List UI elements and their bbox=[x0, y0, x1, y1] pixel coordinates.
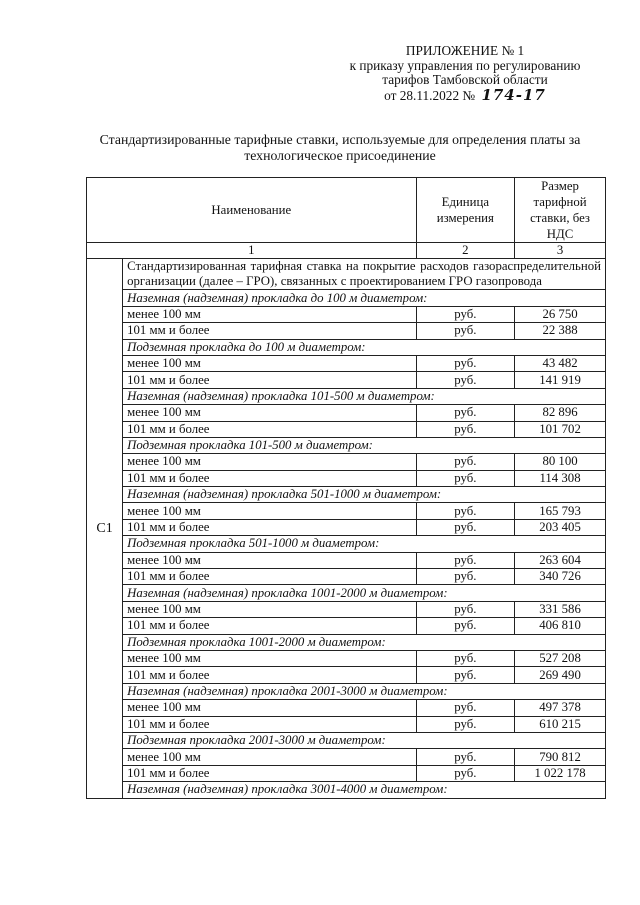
order-date: от 28.11.2022 № bbox=[384, 87, 476, 103]
row-rate: 80 100 bbox=[515, 454, 606, 470]
row-unit: руб. bbox=[416, 470, 515, 486]
table-row bbox=[87, 306, 606, 322]
tariff-table-body bbox=[87, 259, 606, 798]
row-name: 101 мм и более bbox=[123, 323, 416, 339]
section-title: Наземная (надземная) прокладка 3001-4000 м диаметром: bbox=[123, 782, 606, 798]
row-name: 101 мм и более bbox=[123, 716, 416, 732]
section-title: Наземная (надземная) прокладка 501-1000 м диаметром: bbox=[123, 487, 606, 503]
row-unit: руб. bbox=[416, 519, 515, 535]
table-row bbox=[87, 454, 606, 470]
section-title: Подземная прокладка 101-500 м диаметром: bbox=[123, 437, 606, 453]
row-unit: руб. bbox=[416, 323, 515, 339]
row-unit: руб. bbox=[416, 405, 515, 421]
row-unit: руб. bbox=[416, 749, 515, 765]
section-title: Наземная (надземная) прокладка 1001-2000 м диаметром: bbox=[123, 585, 606, 601]
row-rate: 141 919 bbox=[515, 372, 606, 388]
table-row bbox=[87, 503, 606, 519]
row-unit: руб. bbox=[416, 552, 515, 568]
row-name: 101 мм и более bbox=[123, 421, 416, 437]
order-reference-line-1: к приказу управления по регулированию bbox=[349, 57, 581, 73]
row-name: менее 100 мм bbox=[123, 700, 416, 716]
row-name: 101 мм и более bbox=[123, 519, 416, 535]
row-name: менее 100 мм bbox=[123, 355, 416, 371]
section-row bbox=[87, 536, 606, 552]
row-unit: руб. bbox=[416, 454, 515, 470]
row-unit: руб. bbox=[416, 618, 515, 634]
row-unit: руб. bbox=[416, 569, 515, 585]
tariff-code: С1 bbox=[87, 259, 123, 798]
section-row bbox=[87, 585, 606, 601]
row-name: менее 100 мм bbox=[123, 650, 416, 666]
row-rate: 269 490 bbox=[515, 667, 606, 683]
row-name: 101 мм и более bbox=[123, 765, 416, 781]
column-number-row bbox=[87, 243, 606, 259]
table-row bbox=[87, 601, 606, 617]
intro-row bbox=[87, 259, 606, 290]
row-rate: 406 810 bbox=[515, 618, 606, 634]
column-header-name: Наименование bbox=[87, 178, 417, 243]
row-unit: руб. bbox=[416, 306, 515, 322]
row-name: 101 мм и более bbox=[123, 667, 416, 683]
handwritten-order-number: 174-17 bbox=[481, 85, 546, 104]
section-row bbox=[87, 732, 606, 748]
section-row bbox=[87, 388, 606, 404]
table-row bbox=[87, 552, 606, 568]
table-row bbox=[87, 372, 606, 388]
table-row bbox=[87, 749, 606, 765]
table-row bbox=[87, 421, 606, 437]
row-unit: руб. bbox=[416, 421, 515, 437]
row-rate: 331 586 bbox=[515, 601, 606, 617]
row-rate: 22 388 bbox=[515, 323, 606, 339]
table-row bbox=[87, 405, 606, 421]
section-row bbox=[87, 683, 606, 699]
row-unit: руб. bbox=[416, 650, 515, 666]
document-title-line-2: технологическое присоединение bbox=[244, 148, 436, 163]
table-row bbox=[87, 700, 606, 716]
section-row bbox=[87, 634, 606, 650]
row-rate: 1 022 178 bbox=[515, 765, 606, 781]
row-unit: руб. bbox=[416, 765, 515, 781]
table-header-row bbox=[87, 178, 606, 243]
row-rate: 263 604 bbox=[515, 552, 606, 568]
column-header-unit: Единица измерения bbox=[416, 178, 515, 243]
row-rate: 26 750 bbox=[515, 306, 606, 322]
section-row bbox=[87, 339, 606, 355]
row-rate: 101 702 bbox=[515, 421, 606, 437]
section-row bbox=[87, 487, 606, 503]
document-title-line-1: Стандартизированные тарифные ставки, используемые для определения платы за bbox=[99, 132, 581, 147]
row-rate: 43 482 bbox=[515, 355, 606, 371]
row-unit: руб. bbox=[416, 700, 515, 716]
row-rate: 114 308 bbox=[515, 470, 606, 486]
row-rate: 497 378 bbox=[515, 700, 606, 716]
row-unit: руб. bbox=[416, 503, 515, 519]
table-row bbox=[87, 519, 606, 535]
table-row bbox=[87, 650, 606, 666]
order-date-line bbox=[330, 85, 600, 104]
section-title: Наземная (надземная) прокладка до 100 м диаметром: bbox=[123, 290, 606, 306]
row-name: 101 мм и более bbox=[123, 618, 416, 634]
table-row bbox=[87, 355, 606, 371]
row-rate: 340 726 bbox=[515, 569, 606, 585]
appendix-label: ПРИЛОЖЕНИЕ № 1 bbox=[405, 43, 525, 58]
section-title: Наземная (надземная) прокладка 101-500 м диаметром: bbox=[123, 388, 606, 404]
column-number-1: 1 bbox=[87, 243, 417, 259]
row-unit: руб. bbox=[416, 372, 515, 388]
row-rate: 790 812 bbox=[515, 749, 606, 765]
document-header bbox=[330, 44, 600, 103]
section-title: Подземная прокладка до 100 м диаметром: bbox=[123, 339, 606, 355]
row-name: менее 100 мм bbox=[123, 749, 416, 765]
table-row bbox=[87, 569, 606, 585]
order-reference-line-2: тарифов Тамбовской области bbox=[382, 72, 548, 87]
column-number-2: 2 bbox=[416, 243, 515, 259]
column-number-3: 3 bbox=[515, 243, 606, 259]
table-row bbox=[87, 716, 606, 732]
column-header-rate: Размер тарифной ставки, без НДС bbox=[515, 178, 606, 243]
intro-text: Стандартизированная тарифная ставка на покрытие расходов газораспределительной организации (далее – ГРО), связанных с проектированием ГРО газопровода bbox=[123, 259, 606, 290]
table-row bbox=[87, 470, 606, 486]
row-name: менее 100 мм bbox=[123, 552, 416, 568]
row-rate: 527 208 bbox=[515, 650, 606, 666]
row-name: менее 100 мм bbox=[123, 601, 416, 617]
document-title bbox=[60, 132, 620, 164]
row-rate: 610 215 bbox=[515, 716, 606, 732]
section-row bbox=[87, 437, 606, 453]
section-title: Подземная прокладка 1001-2000 м диаметром: bbox=[123, 634, 606, 650]
row-rate: 165 793 bbox=[515, 503, 606, 519]
row-unit: руб. bbox=[416, 355, 515, 371]
row-name: 101 мм и более bbox=[123, 569, 416, 585]
row-name: менее 100 мм bbox=[123, 405, 416, 421]
row-unit: руб. bbox=[416, 601, 515, 617]
section-title: Подземная прокладка 2001-3000 м диаметром: bbox=[123, 732, 606, 748]
row-name: 101 мм и более bbox=[123, 372, 416, 388]
row-name: менее 100 мм bbox=[123, 503, 416, 519]
table-row bbox=[87, 618, 606, 634]
section-row bbox=[87, 782, 606, 798]
table-row bbox=[87, 323, 606, 339]
section-row bbox=[87, 290, 606, 306]
row-name: менее 100 мм bbox=[123, 306, 416, 322]
row-unit: руб. bbox=[416, 716, 515, 732]
tariff-table bbox=[86, 177, 606, 799]
row-unit: руб. bbox=[416, 667, 515, 683]
section-title: Наземная (надземная) прокладка 2001-3000 м диаметром: bbox=[123, 683, 606, 699]
row-name: менее 100 мм bbox=[123, 454, 416, 470]
section-title: Подземная прокладка 501-1000 м диаметром: bbox=[123, 536, 606, 552]
table-row bbox=[87, 667, 606, 683]
row-name: 101 мм и более bbox=[123, 470, 416, 486]
row-rate: 82 896 bbox=[515, 405, 606, 421]
table-row bbox=[87, 765, 606, 781]
row-rate: 203 405 bbox=[515, 519, 606, 535]
